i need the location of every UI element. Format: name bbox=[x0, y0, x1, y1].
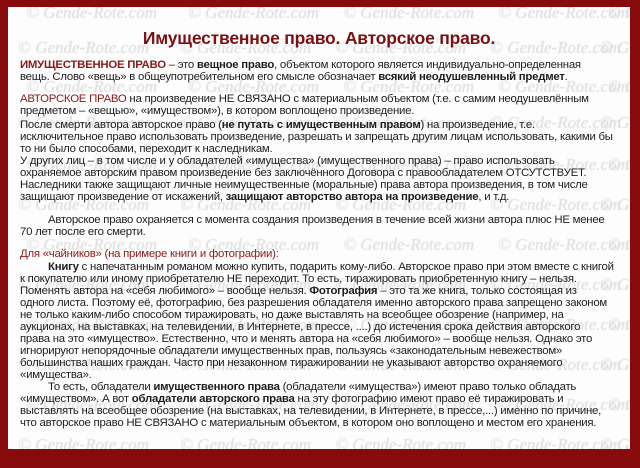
paragraph bbox=[20, 59, 630, 83]
text-run: (обладатели «имущества») имеют право только обладать bbox=[279, 381, 577, 393]
text-line bbox=[20, 345, 630, 357]
text-run: – это та же книга, только состоящая из bbox=[377, 285, 577, 297]
text-run: , и т.д. bbox=[478, 191, 510, 203]
text-line bbox=[20, 333, 630, 345]
text-line bbox=[20, 248, 630, 260]
text-line bbox=[20, 131, 630, 143]
paragraph bbox=[20, 119, 630, 203]
text-line bbox=[20, 297, 630, 309]
text-run: выставлять на всеобщее обозрение (на выставках, на телевидении, в Интернете, в прессе,...) именно по причине, bbox=[20, 405, 602, 417]
text-line bbox=[20, 226, 630, 238]
text-run: не только каким-либо способом тиражировать, но даже выставлять на всеобщее обозрение (например, на bbox=[20, 309, 564, 321]
text-run: большинства наших граждан. Часто при незаконном тиражировании не указывают авторство охраняемого bbox=[20, 357, 563, 369]
text-line bbox=[20, 285, 630, 297]
text-run: игнорируют непорядочные обладатели имущественных прав, пользуясь «законодательным невежеством» bbox=[20, 345, 563, 357]
text-run: «имуществом». А вот bbox=[20, 393, 132, 405]
paragraph bbox=[20, 93, 630, 117]
text-line bbox=[20, 105, 630, 117]
text-line bbox=[20, 167, 630, 179]
bold-text: всякий неодушевленный предмет bbox=[378, 71, 565, 83]
bold-text: защищают авторство автора на произведение bbox=[225, 191, 479, 203]
text-line bbox=[20, 155, 630, 167]
text-run: то ни было способами, переходит к наследникам. bbox=[20, 143, 273, 155]
text-run: У других лиц – в том числе и у обладателей «имущества» (имущественного права) – право использовать bbox=[20, 155, 555, 167]
text-run: 70 лет после его смерти. bbox=[20, 226, 146, 238]
text-line bbox=[20, 393, 630, 405]
text-run: к покупателю или иному приобретателю НЕ переходит. То есть, тиражировать приобретенную книгу – нельзя. bbox=[20, 273, 577, 285]
bold-text: вещное право bbox=[196, 59, 275, 71]
text-line bbox=[20, 179, 630, 191]
text-line bbox=[20, 191, 630, 203]
text-run: вещь. Слово «вещь» в общеупотребительном его смысле обозначает bbox=[20, 71, 379, 83]
paragraph bbox=[20, 248, 630, 260]
bold-text: не путать с имущественным правом bbox=[221, 119, 421, 131]
text-run: одного листа. Поэтому её, фотографию, без разрешения обладателя именно авторского права запрещено законом bbox=[20, 297, 607, 309]
text-line bbox=[20, 59, 630, 71]
text-run: , объектом которого является индивидуально-определенная bbox=[274, 59, 581, 71]
bold-text: имущественного права bbox=[153, 381, 280, 393]
text-line bbox=[20, 417, 630, 429]
text-run: После смерти автора авторское право ( bbox=[20, 119, 222, 131]
text-run: охраняемое авторским правом произведение без заключённого Договора с правообладателем ОТСУТСТВУЕТ. bbox=[20, 167, 587, 179]
text-run: ) на произведение, т.е. bbox=[420, 119, 535, 131]
paragraph bbox=[20, 261, 630, 429]
text-run: . bbox=[564, 71, 568, 83]
bold-text: Книгу bbox=[48, 261, 79, 273]
text-line bbox=[20, 143, 630, 155]
text-run: на произведение НЕ СВЯЗАНО с материальным объектом (т.е. с самим неодушевлённым bbox=[126, 93, 589, 105]
text-line bbox=[20, 405, 630, 417]
text-line bbox=[20, 273, 630, 285]
text-line bbox=[20, 93, 630, 105]
bold-text: обладатели авторского права bbox=[131, 393, 295, 405]
text-run: Для «чайников» (на примере книги и фотографии): bbox=[20, 248, 279, 260]
document-body bbox=[8, 59, 630, 429]
text-run bbox=[20, 261, 48, 273]
text-run: на эту фотографию имеют право её тиражировать и bbox=[294, 393, 564, 405]
text-run: защищают произведение от искажений, bbox=[20, 191, 226, 203]
text-run: АВТОРСКОЕ ПРАВО bbox=[20, 93, 127, 105]
text-run: Поменять автора на «себя любимого» – вообще нельзя. bbox=[20, 285, 310, 297]
text-line bbox=[20, 321, 630, 333]
paragraph bbox=[20, 214, 630, 238]
text-run: Наследники также защищают личные неимущественные (моральные) права автора произведения, в том числе bbox=[20, 179, 588, 191]
text-line bbox=[20, 369, 630, 381]
text-line bbox=[20, 381, 630, 393]
text-line bbox=[20, 214, 630, 226]
text-run: исключительное право использовать произведение, разрешать и запрещать другим лицам использовать, какими бы bbox=[20, 131, 613, 143]
text-run: «имущества». bbox=[20, 369, 92, 381]
text-line bbox=[20, 71, 630, 83]
document-panel bbox=[8, 7, 630, 449]
text-line bbox=[20, 119, 630, 131]
page-title: Имущественное право. Авторское право. bbox=[142, 28, 496, 48]
text-run: права на это «имущество». Естественно, что и менять автора на «себя любимого» – вообще нельзя. Однако это bbox=[20, 333, 593, 345]
text-run: с напечатанным романом можно купить, подарить кому-либо. Авторское право при этом вместе с книгой bbox=[78, 261, 614, 273]
text-line bbox=[20, 309, 630, 321]
text-run: предметом – «вещью», «имуществом»), в котором воплощено произведение. bbox=[20, 105, 415, 117]
text-line bbox=[20, 357, 630, 369]
text-run: – это bbox=[165, 59, 197, 71]
text-run: аукционах, на выставках, на телевидении, в Интернете, в прессе, ....) до истечения срока действия авторского bbox=[20, 321, 581, 333]
bold-text: ИМУЩЕСТВЕННОЕ ПРАВО bbox=[20, 59, 166, 71]
text-run: Авторское право охраняется с момента создания произведения в течение всей жизни автора плюс НЕ менее bbox=[48, 214, 605, 226]
bold-text: Фотография bbox=[309, 285, 378, 297]
text-run: что авторское право НЕ СВЯЗАНО с материальным объектом, в котором оно воплощено и местом его хранения. bbox=[20, 417, 597, 429]
text-run: То есть, обладатели bbox=[48, 381, 154, 393]
text-line bbox=[20, 261, 630, 273]
